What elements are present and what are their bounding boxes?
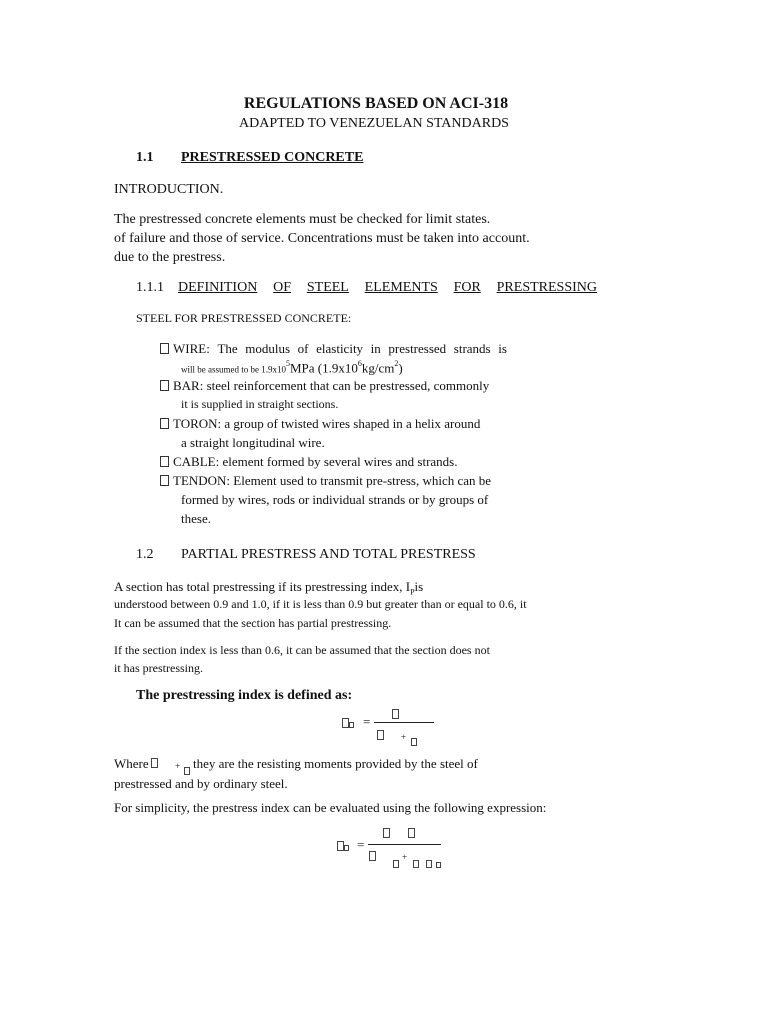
- where-rest: they are the resisting moments provided by the steel of: [193, 756, 478, 771]
- document-title: REGULATIONS BASED ON ACI-318: [243, 95, 509, 112]
- heading-word: STEEL: [306, 280, 349, 295]
- where-line-2: prestressed and by ordinary steel.: [114, 776, 288, 791]
- section-1-1-1-number: 1.1.1: [136, 280, 164, 295]
- where-plus: +: [175, 761, 181, 771]
- steel-heading: STEEL FOR PRESTRESSED CONCRETE:: [136, 311, 352, 325]
- wire-word: strands: [453, 341, 491, 356]
- wire-word: is: [498, 341, 507, 356]
- wire-item: [160, 341, 507, 357]
- wire-word: The: [217, 341, 238, 356]
- formula-1-denominator: [377, 727, 384, 745]
- wire-word: of: [297, 341, 309, 356]
- intro-line-3: due to the prestress.: [114, 250, 226, 265]
- missing-glyph-icon: [411, 738, 417, 746]
- wire-word: WIRE:: [173, 341, 210, 356]
- missing-glyph-icon: [392, 709, 399, 719]
- formula-2-numerator: [383, 825, 415, 843]
- wire-word: in: [370, 341, 381, 356]
- intro-line-2: of failure and those of service. Concentrations must be taken into account.: [114, 231, 530, 246]
- document-subtitle: ADAPTED TO VENEZUELAN STANDARDS: [239, 116, 509, 131]
- bullet-icon: [160, 418, 169, 429]
- formula-1-fraction-bar: [374, 722, 434, 723]
- where-line-1: Where: [114, 756, 158, 772]
- formula-2-denominator: [369, 848, 376, 866]
- wire-word: elasticity: [316, 341, 364, 356]
- bullet-icon: [160, 456, 169, 467]
- partial-line-1: A section has total prestressing if its prestressing index, $I_Pis$: [114, 579, 424, 597]
- introduction-heading: INTRODUCTION.: [114, 182, 224, 197]
- partial-line-2: understood between 0.9 and 1.0, if it is less than 0.9 but greater than or equal to 0.6, it: [114, 597, 527, 611]
- heading-word: FOR: [453, 280, 481, 295]
- bar-item-line-2: it is supplied in straight sections.: [181, 397, 339, 411]
- intro-line-1: The prestressed concrete elements must be checked for limit states.: [114, 212, 491, 227]
- wire-modulus-line: will be assumed to be $1.9x10^5MPa$ $(1.9x10^6kg/cm^2)$: [181, 359, 403, 376]
- wire-word: modulus: [245, 341, 291, 356]
- toron-item-line-2: a straight longitudinal wire.: [181, 435, 325, 450]
- missing-glyph-icon: [337, 841, 344, 851]
- simplicity-line: For simplicity, the prestress index can be evaluated using the following expression:: [114, 800, 547, 815]
- missing-glyph-icon: [184, 767, 190, 775]
- missing-glyph-icon: [349, 722, 354, 728]
- tendon-item: TENDON: Element used to transmit pre-stress, which can be: [160, 473, 491, 489]
- section-1-2-title: PARTIAL PRESTRESS AND TOTAL PRESTRESS: [181, 547, 476, 562]
- missing-glyph-icon: [383, 828, 390, 838]
- missing-glyph-icon: [369, 851, 376, 861]
- toron-item: TORON: a group of twisted wires shaped in a helix around: [160, 416, 480, 432]
- bullet-icon: [160, 343, 169, 354]
- section-index-line-2: it has prestressing.: [114, 661, 203, 675]
- section-1-1-title: PRESTRESSED CONCRETE: [181, 150, 364, 165]
- formula-1-lhs: [342, 715, 354, 733]
- formula-2-fraction-bar: [368, 844, 441, 845]
- heading-word: DEFINITION: [178, 280, 258, 295]
- tendon-item-line-3: these.: [181, 511, 211, 526]
- missing-glyph-icon: [436, 862, 441, 868]
- missing-glyph-icon: [151, 758, 158, 768]
- missing-glyph-icon: [426, 860, 432, 868]
- formula-2-denominator-term-1: [393, 855, 399, 873]
- bullet-icon: [160, 380, 169, 391]
- bullet-icon: [160, 475, 169, 486]
- missing-glyph-icon: [393, 860, 399, 868]
- formula-2-equals: =: [357, 837, 365, 852]
- index-defined-text: The prestressing index is defined as:: [136, 688, 353, 703]
- section-1-1-number: 1.1: [136, 150, 154, 165]
- formula-1-denominator-term: [411, 733, 417, 751]
- section-1-1-1-title: [178, 280, 597, 296]
- cable-item: CABLE: element formed by several wires and strands.: [160, 454, 457, 470]
- partial-line-3: It can be assumed that the section has partial prestressing.: [114, 616, 392, 630]
- formula-2-denominator-term-2: [413, 855, 441, 873]
- wire-word: prestressed: [388, 341, 447, 356]
- heading-word: PRESTRESSING: [496, 280, 597, 295]
- tendon-item-line-2: formed by wires, rods or individual strands or by groups of: [181, 492, 489, 507]
- missing-glyph-icon: [342, 718, 349, 728]
- missing-glyph-icon: [413, 860, 419, 868]
- formula-2-lhs: [337, 838, 349, 856]
- missing-glyph-icon: [408, 828, 415, 838]
- formula-2-plus: +: [402, 852, 408, 862]
- heading-word: OF: [273, 280, 292, 295]
- missing-glyph-icon: [344, 845, 349, 851]
- section-index-line-1: If the section index is less than 0.6, it can be assumed that the section does not: [114, 643, 490, 657]
- section-1-2-number: 1.2: [136, 547, 154, 562]
- missing-glyph-icon: [377, 730, 384, 740]
- formula-1-plus: +: [401, 732, 407, 742]
- formula-1-equals: =: [363, 714, 371, 729]
- heading-word: ELEMENTS: [364, 280, 438, 295]
- bar-item: BAR: steel reinforcement that can be prestressed, commonly: [160, 378, 489, 394]
